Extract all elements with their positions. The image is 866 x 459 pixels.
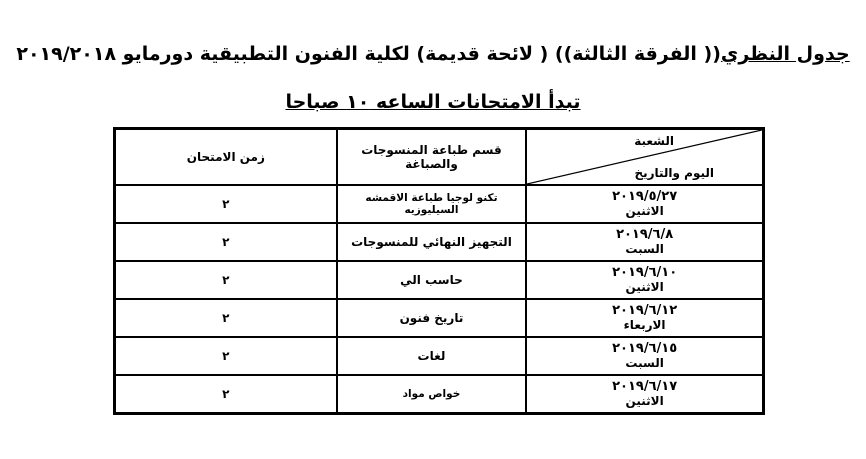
header-division: الشعبة	[634, 134, 674, 148]
day-date-cell	[526, 261, 763, 299]
exam-weekday: الاثنين	[625, 394, 664, 408]
duration-cell: ٢	[115, 223, 337, 261]
exam-date: ٢٠١٩/٥/٢٧	[612, 189, 678, 204]
duration-cell: ٢	[115, 337, 337, 375]
table-row	[115, 375, 763, 413]
header-day-date: اليوم والتاريخ	[634, 166, 714, 180]
day-date-cell	[526, 299, 763, 337]
day-date-cell	[526, 375, 763, 413]
day-date-cell	[526, 337, 763, 375]
exam-date: ٢٠١٩/٦/١٠	[612, 265, 678, 280]
exam-weekday: الاثنين	[625, 204, 664, 218]
exam-weekday: السبت	[625, 356, 664, 370]
table-row	[115, 223, 763, 261]
duration-cell: ٢	[115, 185, 337, 223]
exam-date: ٢٠١٩/٦/١٢	[612, 303, 678, 318]
day-date-cell	[526, 185, 763, 223]
title-rest: (( الفرقة الثالثة)) ( لائحة قديمة) لكلية الفنون التطبيقية دورمايو ٢٠١٩/٢٠١٨	[16, 43, 721, 65]
header-corner-cell	[526, 129, 763, 185]
table-row	[115, 185, 763, 223]
subject-cell: تكنو لوجيا طباعة الاقمشه السيليوزيه	[337, 185, 527, 223]
subject-cell: تاريخ فنون	[337, 299, 527, 337]
table-header-row	[115, 129, 763, 185]
page-subtitle: تبدأ الامتحانات الساعه ١٠ صباحا	[285, 91, 581, 113]
subject-cell: خواص مواد	[337, 375, 527, 413]
duration-cell: ٢	[115, 261, 337, 299]
exam-weekday: الاثنين	[625, 280, 664, 294]
table-row	[115, 337, 763, 375]
header-department: قسم طباعة المنسوجات والصباغة	[337, 129, 527, 185]
exam-weekday: السبت	[625, 242, 664, 256]
duration-cell: ٢	[115, 299, 337, 337]
exam-date: ٢٠١٩/٦/٨	[616, 227, 674, 242]
exam-date: ٢٠١٩/٦/١٥	[612, 341, 678, 356]
subject-cell: لغات	[337, 337, 527, 375]
subject-cell: التجهيز النهائي للمنسوجات	[337, 223, 527, 261]
exam-weekday: الاربعاء	[623, 318, 666, 332]
header-exam-time: زمن الامتحان	[115, 129, 337, 185]
exam-date: ٢٠١٩/٦/١٧	[612, 379, 678, 394]
table-row	[115, 299, 763, 337]
table-row	[115, 261, 763, 299]
day-date-cell	[526, 223, 763, 261]
exam-schedule-table	[113, 127, 765, 415]
title-underlined: جدول النظري	[720, 43, 850, 65]
subject-cell: حاسب الي	[337, 261, 527, 299]
page-title	[0, 40, 866, 68]
duration-cell: ٢	[115, 375, 337, 413]
